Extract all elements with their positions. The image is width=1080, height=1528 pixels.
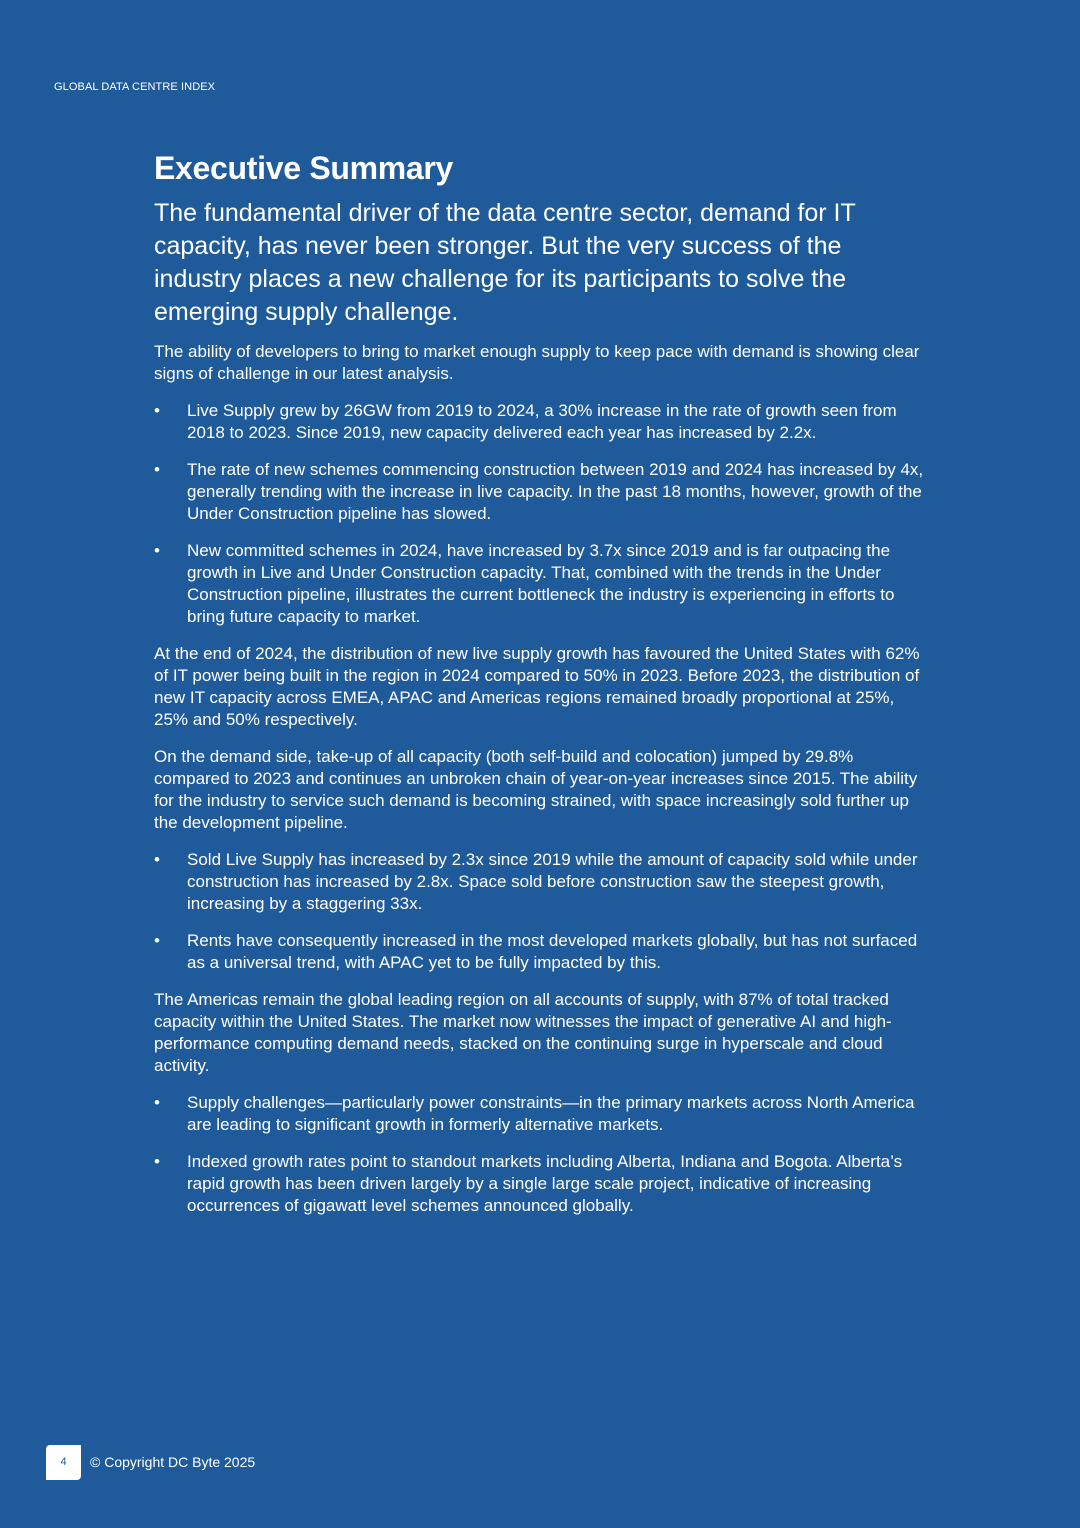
page-title: Executive Summary: [154, 150, 454, 186]
list-item-text: Live Supply grew by 26GW from 2019 to 2024, a 30% increase in the rate of growth seen from 2018 to 2023. Since 2019, new capacity delivered each year has increased by 2.2x.: [187, 401, 897, 442]
page-number: 4: [60, 1456, 67, 1468]
bullet-list-americas: [154, 1092, 924, 1217]
bullet-icon: •: [154, 1093, 160, 1112]
bullet-icon: •: [154, 460, 160, 479]
list-item-text: Sold Live Supply has increased by 2.3x since 2019 while the amount of capacity sold while under construction has increased by 2.8x. Space sold before construction saw the steepest growth, increasing by a staggering 33x.: [187, 850, 918, 913]
list-item: [154, 849, 924, 915]
bullet-icon: •: [154, 1152, 160, 1171]
lead-paragraph: The fundamental driver of the data centre sector, demand for IT capacity, has never been stronger. But the very success of the industry places a new challenge for its participants to solve the emerging supply challenge.: [154, 199, 856, 326]
demand-paragraph: On the demand side, take-up of all capacity (both self-build and colocation) jumped by 29.8% compared to 2023 and continues an unbroken chain of year-on-year increases since 2015. The ability for the industry to service such demand is becoming strained, with space increasingly sold further up the development pipeline.: [154, 747, 918, 832]
page-footer: [46, 1444, 255, 1480]
main-content: [154, 148, 924, 1232]
bullet-icon: •: [154, 541, 160, 560]
page-number-badge: [46, 1445, 81, 1480]
bullet-list-supply: [154, 400, 924, 628]
list-item: [154, 540, 924, 628]
intro-paragraph: The ability of developers to bring to market enough supply to keep pace with demand is showing clear signs of challenge in our latest analysis.: [154, 342, 920, 383]
running-header: GLOBAL DATA CENTRE INDEX: [54, 81, 216, 93]
list-item: [154, 1092, 924, 1136]
bullet-icon: •: [154, 401, 160, 420]
list-item-text: Supply challenges—particularly power constraints—in the primary markets across North America are leading to significant growth in formerly alternative markets.: [187, 1093, 915, 1134]
bullet-icon: •: [154, 850, 160, 869]
list-item-text: New committed schemes in 2024, have increased by 3.7x since 2019 and is far outpacing the growth in Live and Under Construction capacity. That, combined with the trends in the Under Construction pipeline, illustrates the current bottleneck the industry is experiencing in efforts to bring future capacity to market.: [187, 541, 895, 626]
list-item: [154, 930, 924, 974]
list-item-text: Rents have consequently increased in the most developed markets globally, but has not surfaced as a universal trend, with APAC yet to be fully impacted by this.: [187, 931, 918, 972]
americas-paragraph: The Americas remain the global leading region on all accounts of supply, with 87% of total tracked capacity within the United States. The market now witnesses the impact of generative AI and high-performance computing demand needs, stacked on the continuing surge in hyperscale and cloud activity.: [154, 990, 892, 1075]
list-item: [154, 1151, 924, 1217]
list-item: [154, 400, 924, 444]
bullet-icon: •: [154, 931, 160, 950]
list-item-text: The rate of new schemes commencing construction between 2019 and 2024 has increased by 4x, generally trending with the increase in live capacity. In the past 18 months, however, growth of the Under Construction pipeline has slowed.: [187, 460, 924, 523]
distribution-paragraph: At the end of 2024, the distribution of new live supply growth has favoured the United States with 62% of IT power being built in the region in 2024 compared to 50% in 2023. Before 2023, the distribution of new IT capacity across EMEA, APAC and Americas regions remained broadly proportional at 25%, 25% and 50% respectively.: [154, 644, 920, 729]
list-item-text: Indexed growth rates point to standout markets including Alberta, Indiana and Bogota. Alberta’s rapid growth has been driven largely by a single large scale project, indicative of increasing occurrences of gigawatt level schemes announced globally.: [187, 1152, 903, 1215]
bullet-list-demand: [154, 849, 924, 974]
list-item: [154, 459, 924, 525]
copyright-notice: © Copyright DC Byte 2025: [90, 1454, 256, 1470]
